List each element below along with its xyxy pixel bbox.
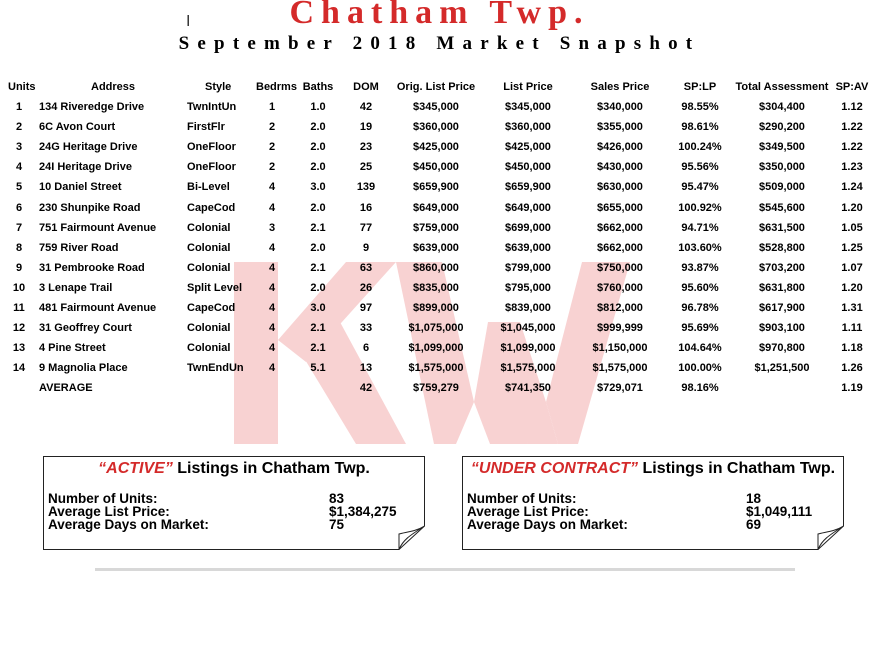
cell-list-price: $1,045,000 <box>500 322 556 335</box>
cell-baths: 2.0 <box>310 201 326 214</box>
cell-unit-number: 1 <box>15 101 23 114</box>
cell-sp-av: 1.05 <box>841 221 863 234</box>
col-header-sp-av: SP:AV <box>835 81 869 93</box>
active-title-highlight: “ACTIVE” <box>98 460 173 477</box>
cell-sales-price: $340,000 <box>597 101 643 114</box>
cell-style: Colonial <box>187 342 231 355</box>
cell-sp-lp: 95.56% <box>681 161 719 174</box>
cell-sp-lp: 95.60% <box>681 281 719 294</box>
cell-dom: 97 <box>359 302 373 315</box>
cell-orig-list-price: $835,000 <box>413 281 459 294</box>
cell-unit-number: 5 <box>15 181 23 194</box>
table-row <box>0 299 879 319</box>
cell-sales-price: $630,000 <box>597 181 643 194</box>
cell-sp-av: 1.22 <box>841 141 863 154</box>
cell-orig-list-price: $450,000 <box>413 161 459 174</box>
col-header-sales-price: Sales Price <box>590 81 650 93</box>
cell-sp-lp: 94.71% <box>681 221 719 234</box>
cell-sales-price: $999,999 <box>597 322 643 335</box>
cell-orig-list-price: $899,000 <box>413 302 459 315</box>
cell-unit-number: 8 <box>15 241 23 254</box>
col-header-units: Units <box>8 81 36 93</box>
cell-address: 6C Avon Court <box>39 121 116 134</box>
cell-style: Colonial <box>187 221 231 234</box>
cell-bedrooms: 3 <box>268 221 276 234</box>
cell-address: 9 Magnolia Place <box>39 362 128 375</box>
cell-total-assessment: $528,800 <box>759 241 805 254</box>
under-contract-title-rest: Listings in Chatham Twp. <box>638 460 836 477</box>
cell-list-price: $659,900 <box>505 181 551 194</box>
cell-sales-price: $760,000 <box>597 281 643 294</box>
cell-dom: 139 <box>356 181 376 194</box>
cell-list-price: $699,000 <box>505 221 551 234</box>
cell-total-assessment: $631,800 <box>759 281 805 294</box>
cell-orig-list-price: $360,000 <box>413 121 459 134</box>
cell-sp-av: 1.12 <box>841 101 863 114</box>
cell-baths: 5.1 <box>310 362 326 375</box>
cell-bedrooms: 4 <box>268 201 276 214</box>
average-label: AVERAGE <box>39 382 93 395</box>
table-row <box>0 118 879 138</box>
cell-list-price: $360,000 <box>505 121 551 134</box>
cell-unit-number: 4 <box>15 161 23 174</box>
cell-list-price: $450,000 <box>505 161 551 174</box>
table-row <box>0 239 879 259</box>
cell-total-assessment: $903,100 <box>759 322 805 335</box>
cell-style: TwnEndUn <box>187 362 244 375</box>
cell-sp-av: 1.20 <box>841 281 863 294</box>
under-contract-title-highlight: “UNDER CONTRACT” <box>470 460 639 477</box>
cell-unit-number: 10 <box>12 281 26 294</box>
average-sales-price: $729,071 <box>597 382 643 395</box>
cell-orig-list-price: $425,000 <box>413 141 459 154</box>
cell-sp-av: 1.22 <box>841 121 863 134</box>
cell-sp-lp: 95.47% <box>681 181 719 194</box>
cell-unit-number: 11 <box>13 302 25 315</box>
cell-baths: 2.1 <box>310 221 326 234</box>
cell-sp-av: 1.25 <box>841 241 863 254</box>
cell-baths: 2.0 <box>310 241 326 254</box>
cell-bedrooms: 4 <box>268 342 276 355</box>
cell-orig-list-price: $639,000 <box>413 241 459 254</box>
cell-total-assessment: $545,600 <box>759 201 805 214</box>
table-row <box>0 98 879 118</box>
cell-bedrooms: 4 <box>268 302 276 315</box>
cell-sp-lp: 100.00% <box>678 362 722 375</box>
cell-list-price: $639,000 <box>505 241 551 254</box>
cell-dom: 33 <box>359 322 373 335</box>
col-header-list-price: List Price <box>503 81 553 93</box>
cell-sales-price: $655,000 <box>597 201 643 214</box>
cell-address: 230 Shunpike Road <box>39 201 141 214</box>
cell-sp-lp: 95.69% <box>681 322 719 335</box>
cell-dom: 63 <box>359 261 373 274</box>
cell-total-assessment: $350,000 <box>759 161 805 174</box>
cell-baths: 2.1 <box>310 342 326 355</box>
under-contract-box-title <box>462 460 844 478</box>
table-row <box>0 219 879 239</box>
cell-baths: 2.0 <box>310 281 326 294</box>
cell-sp-av: 1.24 <box>841 181 863 194</box>
cell-baths: 3.0 <box>310 181 326 194</box>
col-header-dom: DOM <box>353 81 379 93</box>
cell-style: CapeCod <box>187 201 236 214</box>
cell-address: 134 Riveredge Drive <box>39 101 145 114</box>
col-header-orig-list-price: Orig. List Price <box>396 81 476 93</box>
cell-style: Split Level <box>187 281 243 294</box>
cell-dom: 13 <box>359 362 373 375</box>
cell-list-price: $345,000 <box>505 101 551 114</box>
cell-sp-lp: 98.61% <box>681 121 719 134</box>
average-list-price: $741,350 <box>505 382 551 395</box>
cell-total-assessment: $290,200 <box>759 121 805 134</box>
cell-list-price: $799,000 <box>505 261 551 274</box>
table-row <box>0 319 879 339</box>
cell-style: Bi-Level <box>187 181 230 194</box>
cell-address: 751 Fairmount Avenue <box>39 221 157 234</box>
cell-list-price: $425,000 <box>505 141 551 154</box>
cell-sales-price: $662,000 <box>597 221 643 234</box>
cell-bedrooms: 4 <box>268 181 276 194</box>
active-dom-value: 75 <box>329 517 345 532</box>
cell-sp-av: 1.07 <box>841 261 863 274</box>
page-title: Chatham Twp. <box>289 0 590 31</box>
cell-baths: 1.0 <box>310 101 326 114</box>
cell-style: CapeCod <box>187 302 236 315</box>
col-header-total-assessment: Total Assessment <box>735 81 829 93</box>
cell-orig-list-price: $1,075,000 <box>408 322 464 335</box>
table-row <box>0 178 879 198</box>
under-contract-dom-label: Average Days on Market: <box>467 517 628 532</box>
cell-unit-number: 3 <box>15 141 23 154</box>
cell-style: TwnIntUn <box>187 101 237 114</box>
cell-orig-list-price: $1,575,000 <box>408 362 464 375</box>
cell-baths: 2.1 <box>310 322 326 335</box>
cell-sales-price: $1,150,000 <box>592 342 648 355</box>
under-contract-listings-box <box>462 456 844 550</box>
cell-address: 481 Fairmount Avenue <box>39 302 157 315</box>
cell-dom: 25 <box>359 161 373 174</box>
cell-style: FirstFlr <box>187 121 225 134</box>
cell-address: 3 Lenape Trail <box>39 281 113 294</box>
cell-orig-list-price: $649,000 <box>413 201 459 214</box>
cell-orig-list-price: $1,099,000 <box>408 342 464 355</box>
cell-bedrooms: 4 <box>268 281 276 294</box>
cell-style: Colonial <box>187 322 231 335</box>
cell-dom: 42 <box>359 101 373 114</box>
under-contract-price-label: Average List Price: <box>467 504 589 519</box>
cell-unit-number: 2 <box>15 121 23 134</box>
cell-dom: 16 <box>359 201 373 214</box>
cell-baths: 2.1 <box>310 261 326 274</box>
col-header-sp-lp: SP:LP <box>683 81 717 93</box>
cell-unit-number: 13 <box>12 342 26 355</box>
cell-list-price: $795,000 <box>505 281 551 294</box>
cell-style: OneFloor <box>187 161 236 174</box>
cell-orig-list-price: $759,000 <box>413 221 459 234</box>
cell-sp-lp: 93.87% <box>681 261 719 274</box>
cell-list-price: $649,000 <box>505 201 551 214</box>
cell-baths: 2.0 <box>310 141 326 154</box>
table-row <box>0 359 879 379</box>
table-header <box>0 78 879 98</box>
cell-address: 24I Heritage Drive <box>39 161 132 174</box>
cell-sales-price: $430,000 <box>597 161 643 174</box>
under-contract-units-label: Number of Units: <box>467 491 577 506</box>
table-row <box>0 259 879 279</box>
cell-sp-lp: 100.92% <box>678 201 722 214</box>
average-row <box>0 379 879 399</box>
cell-total-assessment: $509,000 <box>759 181 805 194</box>
table-row <box>0 339 879 359</box>
average-orig-list-price: $759,279 <box>413 382 459 395</box>
cell-sp-av: 1.31 <box>841 302 863 315</box>
cell-sp-av: 1.18 <box>841 342 863 355</box>
cell-sp-lp: 98.55% <box>681 101 719 114</box>
active-box-title <box>43 460 425 478</box>
cell-style: Colonial <box>187 261 231 274</box>
cell-baths: 2.0 <box>310 161 326 174</box>
cell-sales-price: $750,000 <box>597 261 643 274</box>
cell-baths: 3.0 <box>310 302 326 315</box>
cell-baths: 2.0 <box>310 121 326 134</box>
cell-sp-lp: 96.78% <box>681 302 719 315</box>
cell-address: 10 Daniel Street <box>39 181 122 194</box>
table-row <box>0 199 879 219</box>
table-row <box>0 279 879 299</box>
cell-total-assessment: $1,251,500 <box>754 362 810 375</box>
cell-total-assessment: $703,200 <box>759 261 805 274</box>
cell-sp-av: 1.11 <box>841 322 863 335</box>
col-header-bedrms: Bedrms <box>256 81 297 93</box>
cell-list-price: $1,099,000 <box>500 342 556 355</box>
cell-dom: 23 <box>359 141 373 154</box>
cell-bedrooms: 4 <box>268 322 276 335</box>
average-sp-av: 1.19 <box>841 382 863 395</box>
cell-sales-price: $812,000 <box>597 302 643 315</box>
cell-bedrooms: 4 <box>268 241 276 254</box>
text-cursor-icon: I <box>186 13 191 30</box>
cell-bedrooms: 2 <box>268 141 276 154</box>
cell-total-assessment: $304,400 <box>759 101 805 114</box>
cell-sp-lp: 100.24% <box>678 141 722 154</box>
cell-sp-av: 1.26 <box>841 362 863 375</box>
cell-sp-lp: 103.60% <box>678 241 722 254</box>
cell-address: 31 Geoffrey Court <box>39 322 132 335</box>
active-price-label: Average List Price: <box>48 504 170 519</box>
cell-bedrooms: 1 <box>268 101 276 114</box>
cell-sales-price: $662,000 <box>597 241 643 254</box>
cell-sp-av: 1.20 <box>841 201 863 214</box>
cell-total-assessment: $631,500 <box>759 221 805 234</box>
active-title-rest: Listings in Chatham Twp. <box>172 460 370 477</box>
cell-sales-price: $355,000 <box>597 121 643 134</box>
cell-orig-list-price: $860,000 <box>413 261 459 274</box>
cell-bedrooms: 2 <box>268 121 276 134</box>
cell-unit-number: 12 <box>12 322 26 335</box>
average-dom: 42 <box>359 382 373 395</box>
cell-dom: 6 <box>362 342 370 355</box>
cell-unit-number: 6 <box>15 201 23 214</box>
cell-dom: 19 <box>359 121 373 134</box>
under-contract-price-value: $1,049,111 <box>746 504 813 519</box>
divider-line <box>95 568 795 571</box>
cell-dom: 77 <box>359 221 373 234</box>
cell-bedrooms: 4 <box>268 261 276 274</box>
active-units-value: 83 <box>329 491 345 506</box>
cell-style: OneFloor <box>187 141 236 154</box>
cell-bedrooms: 4 <box>268 362 276 375</box>
cell-dom: 26 <box>359 281 373 294</box>
table-row <box>0 158 879 178</box>
under-contract-dom-value: 69 <box>746 517 762 532</box>
cell-total-assessment: $970,800 <box>759 342 805 355</box>
cell-sales-price: $1,575,000 <box>592 362 648 375</box>
col-header-style: Style <box>205 81 232 93</box>
table-row <box>0 138 879 158</box>
cell-list-price: $839,000 <box>505 302 551 315</box>
cell-orig-list-price: $345,000 <box>413 101 459 114</box>
cell-unit-number: 9 <box>15 261 23 274</box>
cell-unit-number: 14 <box>12 362 26 375</box>
cell-bedrooms: 2 <box>268 161 276 174</box>
active-dom-label: Average Days on Market: <box>48 517 209 532</box>
cell-total-assessment: $349,500 <box>759 141 805 154</box>
cell-sp-av: 1.23 <box>841 161 863 174</box>
cell-total-assessment: $617,900 <box>759 302 805 315</box>
active-listings-box <box>43 456 425 550</box>
sales-table <box>0 78 879 400</box>
col-header-baths: Baths <box>302 81 334 93</box>
active-units-label: Number of Units: <box>48 491 158 506</box>
active-price-value: $1,384,275 <box>329 504 397 519</box>
cell-orig-list-price: $659,900 <box>413 181 459 194</box>
cell-sales-price: $426,000 <box>597 141 643 154</box>
cell-style: Colonial <box>187 241 231 254</box>
cell-address: 31 Pembrooke Road <box>39 261 145 274</box>
cell-list-price: $1,575,000 <box>500 362 556 375</box>
cell-dom: 9 <box>362 241 370 254</box>
cell-address: 24G Heritage Drive <box>39 141 138 154</box>
cell-address: 759 River Road <box>39 241 119 254</box>
col-header-address: Address <box>91 81 136 93</box>
cell-address: 4 Pine Street <box>39 342 106 355</box>
under-contract-units-value: 18 <box>746 491 762 506</box>
cell-sp-lp: 104.64% <box>678 342 722 355</box>
page-subtitle: September 2018 Market Snapshot <box>178 33 701 54</box>
cell-unit-number: 7 <box>15 221 23 234</box>
average-sp-lp: 98.16% <box>681 382 719 395</box>
